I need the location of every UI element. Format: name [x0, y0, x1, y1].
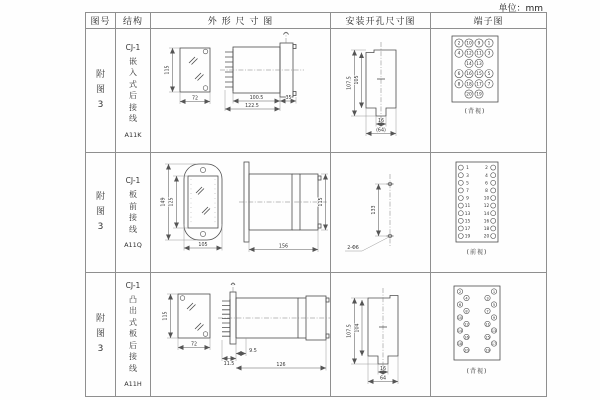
terminal-block: [456, 162, 498, 242]
side-dimensions: [222, 338, 326, 371]
code-text: A11K: [124, 130, 142, 139]
terminal-number: 13: [491, 328, 497, 333]
side-view: [220, 32, 304, 97]
code-text: A11Q: [124, 241, 142, 249]
terminal-number: 6: [458, 302, 462, 307]
hole-marks: [386, 174, 393, 246]
view-label: (前视): [466, 248, 488, 256]
structure-text: 嵌入式后接线: [128, 56, 137, 123]
dim-label: 149: [161, 196, 166, 207]
terminal-number: 5: [487, 71, 491, 77]
dim-label: 35: [284, 95, 292, 101]
terminal-number: 8: [465, 309, 468, 314]
dim-label: 115: [165, 64, 170, 75]
terminal-number: 5: [492, 302, 496, 307]
dim-label: 115: [163, 311, 168, 321]
terminal-diagram-a11k: [432, 30, 545, 152]
terminal-dots: [191, 179, 215, 221]
terminal-number: 8: [485, 188, 488, 194]
terminal-number: 10: [466, 41, 472, 46]
header-mounting: 安装开孔尺寸图: [331, 13, 431, 29]
terminal-number: 9: [492, 315, 496, 320]
terminal-circles: [458, 165, 495, 240]
outline-drawing-a11k: [152, 30, 330, 152]
fig-no-text: 附图3: [95, 192, 105, 232]
unit-label: 单位：mm: [498, 4, 543, 14]
dim-label: 72: [190, 342, 197, 348]
terminal-block: [454, 286, 500, 360]
terminal-number: 10: [483, 196, 490, 202]
dim-label: 107.5: [347, 75, 352, 90]
terminal-diagram-a11h: [432, 274, 545, 395]
dim-label: 100.5: [249, 95, 263, 101]
row2-mounting-cell: [331, 153, 431, 273]
structure-text: 凸出式板后接线: [128, 294, 137, 373]
row1-outline-cell: [151, 29, 331, 153]
terminal-number: 17: [476, 81, 482, 87]
front-view: [184, 164, 222, 240]
dim-label: 107.5: [347, 324, 352, 338]
terminal-circles: [455, 38, 493, 97]
dim-label: (64): [375, 128, 386, 133]
row2-fig-no-cell: [86, 153, 116, 273]
model-text: CJ-1: [125, 42, 141, 52]
row1-fig-no-cell: [86, 29, 116, 153]
row1-structure-cell: [116, 29, 151, 153]
terminal-number: 14: [483, 211, 490, 217]
dim-label: 105: [197, 242, 208, 248]
spec-table: [85, 12, 547, 397]
terminal-circles: [457, 289, 496, 353]
terminal-number: 11: [485, 322, 490, 327]
row3-outline-cell: [151, 273, 331, 396]
terminal-number: 1: [466, 165, 469, 171]
terminal-number: 10: [457, 315, 463, 320]
dim-label: 122.5: [244, 103, 259, 109]
terminal-diagram-a11q: [432, 154, 545, 272]
terminal-number: 14: [466, 61, 472, 67]
dim-label: 125: [169, 196, 174, 207]
terminal-number: 19: [476, 92, 482, 97]
dim-label: 9.5: [248, 349, 257, 354]
terminal-number: 19: [464, 234, 471, 240]
row3-terminal-cell: [431, 273, 546, 396]
terminal-number: 7: [466, 188, 469, 194]
dim-label: 156: [278, 244, 288, 249]
terminal-number: 8: [457, 81, 461, 87]
dim-label: 104: [355, 323, 360, 333]
row3-fig-no-cell: [86, 273, 116, 396]
dim-label: 115: [318, 196, 324, 207]
terminal-number: 7: [487, 81, 491, 87]
terminal-number: 15: [485, 335, 490, 340]
terminal-number: 16: [466, 71, 472, 77]
terminal-number: 1: [487, 41, 491, 46]
cutout-shape: [368, 288, 398, 372]
side-dimensions: [249, 174, 328, 252]
dim-label: 105: [354, 74, 360, 85]
model-text: CJ-1: [125, 280, 141, 290]
front-view: [180, 48, 210, 92]
terminal-number: 12: [483, 203, 490, 209]
terminal-number: 11: [476, 51, 482, 57]
dim-label: 16: [377, 118, 384, 124]
terminal-number: 15: [464, 218, 471, 224]
terminal-number: 18: [483, 226, 490, 232]
terminal-number: 2: [485, 165, 488, 171]
header-fig-no: 图号: [86, 13, 116, 29]
mounting-dimensions: [345, 184, 389, 251]
terminal-number: 3: [486, 296, 489, 301]
row2-outline-cell: [151, 153, 331, 273]
row2-structure-cell: [116, 153, 151, 273]
front-dimensions: [164, 48, 210, 104]
terminal-number: 2: [457, 41, 461, 46]
front-view: [178, 294, 210, 338]
terminal-number: 16: [483, 218, 490, 224]
header-outline: 外 形 尺 寸 图: [151, 13, 331, 29]
structure-block: [124, 176, 142, 249]
structure-block: [125, 43, 142, 139]
header-structure: 结构: [116, 13, 151, 29]
hole-note-label: 2-Φ6: [346, 245, 359, 251]
row3-mounting-cell: [331, 273, 431, 396]
terminal-number: 9: [477, 41, 481, 46]
mounting-drawing-a11k: [332, 30, 430, 152]
terminal-number: 6: [457, 71, 461, 77]
terminal-number: 4: [465, 296, 468, 301]
row1-terminal-cell: [431, 29, 546, 153]
header-terminal: 端子图: [431, 13, 546, 29]
outline-drawing-a11h: [152, 274, 330, 395]
fig-no-text: 附图3: [95, 70, 105, 110]
dim-label: 64: [379, 376, 386, 382]
terminal-number: 6: [485, 180, 488, 186]
terminal-number: 4: [457, 51, 461, 57]
row2-terminal-cell: [431, 153, 546, 273]
outline-drawing-a11q: [152, 154, 330, 272]
mounting-dimensions: [346, 50, 396, 136]
front-dimensions: [162, 294, 210, 350]
mounting-drawing-a11h: [332, 274, 430, 395]
terminal-number: 19: [485, 348, 490, 353]
dim-label: 16: [379, 367, 386, 372]
terminal-number: 3: [466, 173, 469, 179]
dim-label: 11.5: [223, 362, 234, 367]
terminal-number: 18: [457, 341, 463, 346]
row1-mounting-cell: [331, 29, 431, 153]
terminal-number: 3: [487, 51, 491, 57]
side-view: [239, 162, 328, 242]
terminal-number: 20: [466, 92, 472, 97]
terminal-number: 1: [492, 289, 496, 294]
model-text: CJ-1: [125, 176, 141, 185]
terminal-number: 17: [491, 341, 497, 346]
cutout-shape: [366, 42, 396, 124]
terminal-number: 14: [457, 328, 463, 333]
dim-label: 72: [191, 96, 198, 101]
structure-block: [124, 281, 142, 389]
mounting-dimensions: [346, 298, 398, 384]
side-view: [218, 283, 330, 344]
dim-label: 133: [371, 204, 377, 215]
structure-text: 板前接线: [129, 190, 137, 234]
view-label: (背视): [464, 107, 486, 115]
terminal-number: 13: [476, 61, 482, 67]
mounting-drawing-a11q: [332, 154, 430, 272]
terminal-number: 2: [458, 289, 462, 294]
fig-no-text: 附图3: [95, 314, 105, 354]
terminal-number: 12: [466, 51, 472, 57]
terminal-number: 9: [466, 196, 469, 202]
terminal-number: 15: [476, 71, 482, 77]
view-label: (背视): [466, 368, 488, 375]
terminal-number: 17: [464, 226, 471, 232]
terminal-number: 13: [464, 211, 471, 217]
dim-label: 126: [275, 363, 286, 368]
terminal-number: 11: [464, 203, 471, 209]
terminal-number: 16: [464, 335, 469, 340]
terminal-number: 4: [485, 173, 488, 179]
terminal-number: 12: [464, 322, 469, 327]
terminal-number: 20: [464, 348, 469, 353]
code-text: A11H: [124, 380, 142, 389]
terminal-number: 7: [486, 309, 489, 314]
row3-structure-cell: [116, 273, 151, 396]
terminal-number: 20: [483, 234, 490, 240]
terminal-number: 5: [466, 180, 469, 186]
terminal-number: 18: [466, 81, 472, 87]
